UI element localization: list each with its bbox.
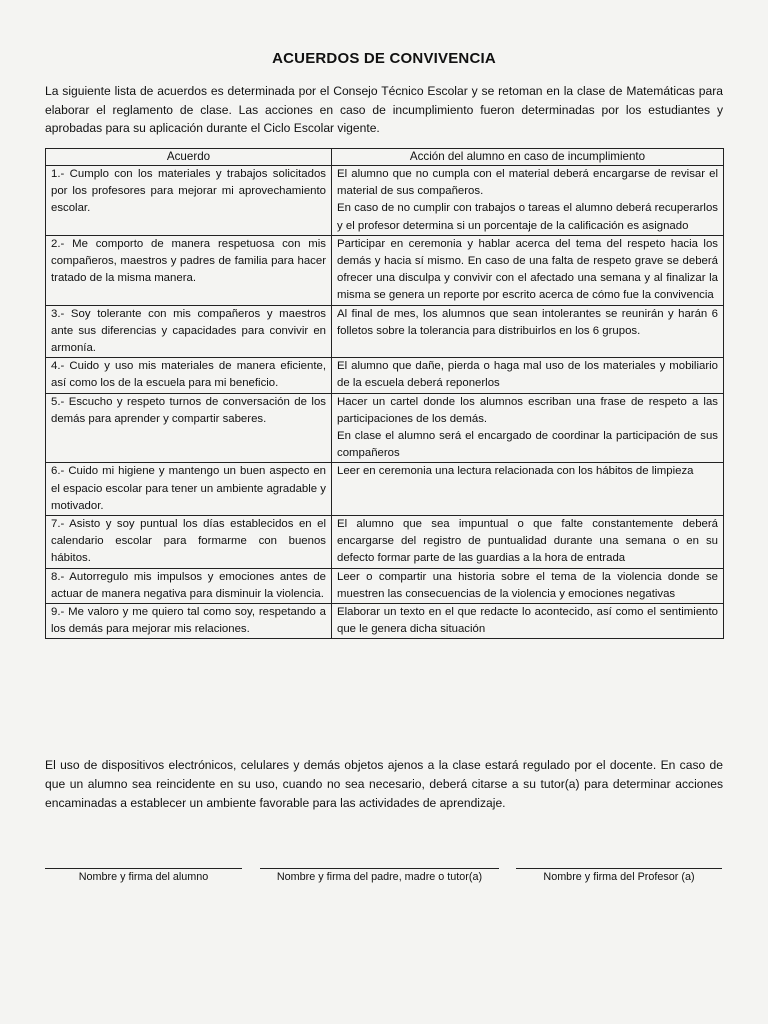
accion-paragraph: En caso de no cumplir con trabajos o tareas el alumno deberá recuperarlos y el profesor determina si un porcentaje de la calificación es asignado bbox=[337, 202, 718, 232]
accion-cell bbox=[332, 463, 724, 516]
accion-paragraph: Leer o compartir una historia sobre el tema de la violencia donde se muestren las consecuencias de la violencia y emociones negativas bbox=[337, 570, 718, 600]
signature-line-tutor: Nombre y firma del padre, madre o tutor(a) bbox=[260, 868, 499, 883]
table-row bbox=[46, 305, 724, 358]
acuerdo-cell: 3.- Soy tolerante con mis compañeros y maestros ante sus diferencias y capacidades para convivir en armonía. bbox=[46, 305, 332, 358]
signature-line-alumno: Nombre y firma del alumno bbox=[45, 868, 242, 883]
accion-paragraph: Elaborar un texto en el que redacte lo acontecido, así como el sentimiento que le genera dicha situación bbox=[337, 606, 718, 636]
accion-cell bbox=[332, 568, 724, 603]
acuerdo-cell: 7.- Asisto y soy puntual los días establecidos en el calendario escolar para formarme con buenos hábitos. bbox=[46, 516, 332, 569]
accion-paragraph: En clase el alumno será el encargado de coordinar la participación de sus compañeros bbox=[337, 430, 718, 460]
page-title: ACUERDOS DE CONVIVENCIA bbox=[272, 50, 496, 67]
acuerdo-cell: 6.- Cuido mi higiene y mantengo un buen aspecto en el espacio escolar para tener un ambiente agradable y motivador. bbox=[46, 463, 332, 516]
table-row bbox=[46, 393, 724, 463]
acuerdo-cell: 5.- Escucho y respeto turnos de conversación de los demás para aprender y compartir saberes. bbox=[46, 393, 332, 463]
acuerdo-cell: 9.- Me valoro y me quiero tal como soy, respetando a los demás para mejorar mis relaciones. bbox=[46, 604, 332, 639]
acuerdo-cell: 1.- Cumplo con los materiales y trabajos solicitados por los profesores para mejorar mi aprovechamiento escolar. bbox=[46, 166, 332, 236]
accion-paragraph: El alumno que no cumpla con el material deberá encargarse de revisar el material de sus compañeros. bbox=[337, 168, 718, 198]
intro-paragraph: La siguiente lista de acuerdos es determinada por el Consejo Técnico Escolar y se retoman en la clase de Matemáticas para elaborar el reglamento de clase. Las acciones en caso de incumplimiento fueron determinadas por los estudiantes y aprobadas para su aplicación durante el Ciclo Escolar vigente. bbox=[45, 84, 723, 135]
footer-paragraph: El uso de dispositivos electrónicos, celulares y demás objetos ajenos a la clase estará regulado por el docente. En caso de que un alumno sea reincidente en su uso, cuando no sea necesario, deberá citarse a su tutor(a) para determinar acciones encaminadas a establecer un ambiente favorable para las actividades de aprendizaje. bbox=[45, 758, 723, 810]
accion-cell bbox=[332, 235, 724, 305]
acuerdo-cell: 4.- Cuido y uso mis materiales de manera eficiente, así como los de la escuela para mi beneficio. bbox=[46, 358, 332, 393]
acuerdo-cell: 2.- Me comporto de manera respetuosa con mis compañeros, maestros y padres de familia para hacer tratado de la misma manera. bbox=[46, 235, 332, 305]
table-header-row bbox=[46, 149, 724, 166]
accion-paragraph: El alumno que dañe, pierda o haga mal uso de los materiales y mobiliario de la escuela deberá reponerlos bbox=[337, 360, 718, 390]
column-header-acuerdo: Acuerdo bbox=[46, 149, 332, 166]
accion-cell bbox=[332, 393, 724, 463]
table-row bbox=[46, 463, 724, 516]
signature-line-profesor: Nombre y firma del Profesor (a) bbox=[516, 868, 722, 883]
accion-cell bbox=[332, 305, 724, 358]
table-row bbox=[46, 568, 724, 603]
accion-cell bbox=[332, 166, 724, 236]
acuerdo-cell: 8.- Autorregulo mis impulsos y emociones antes de actuar de manera negativa para disminuir la violencia. bbox=[46, 568, 332, 603]
column-header-accion: Acción del alumno en caso de incumplimiento bbox=[332, 149, 724, 166]
accion-cell bbox=[332, 516, 724, 569]
accion-paragraph: Hacer un cartel donde los alumnos escriban una frase de respeto a las participaciones de los demás. bbox=[337, 395, 718, 425]
accion-cell bbox=[332, 358, 724, 393]
table-row bbox=[46, 358, 724, 393]
table-body bbox=[46, 166, 724, 639]
table-row bbox=[46, 604, 724, 639]
agreements-table bbox=[45, 148, 724, 639]
table-row bbox=[46, 235, 724, 305]
accion-paragraph: Leer en ceremonia una lectura relacionada con los hábitos de limpieza bbox=[337, 465, 694, 478]
accion-paragraph: Al final de mes, los alumnos que sean intolerantes se reunirán y harán 6 folletos sobre la tolerancia para distribuirlos en los 6 grupos. bbox=[337, 307, 718, 337]
accion-cell bbox=[332, 604, 724, 639]
table-row bbox=[46, 166, 724, 236]
accion-paragraph: Participar en ceremonia y hablar acerca del tema del respeto hacia los demás y hacia sí mismo. En caso de una falta de respeto grave se deberá ofrecer una disculpa y convivir con el afectado una semana y al finalizar la misma se genera un reporte por escrito acerca de cómo fue la convivencia bbox=[337, 237, 718, 302]
table-row bbox=[46, 516, 724, 569]
accion-paragraph: El alumno que sea impuntual o que falte constantemente deberá encargarse del registro de puntualidad durante una semana o en su defecto formar parte de las guardias a la hora de entrada bbox=[337, 518, 718, 565]
